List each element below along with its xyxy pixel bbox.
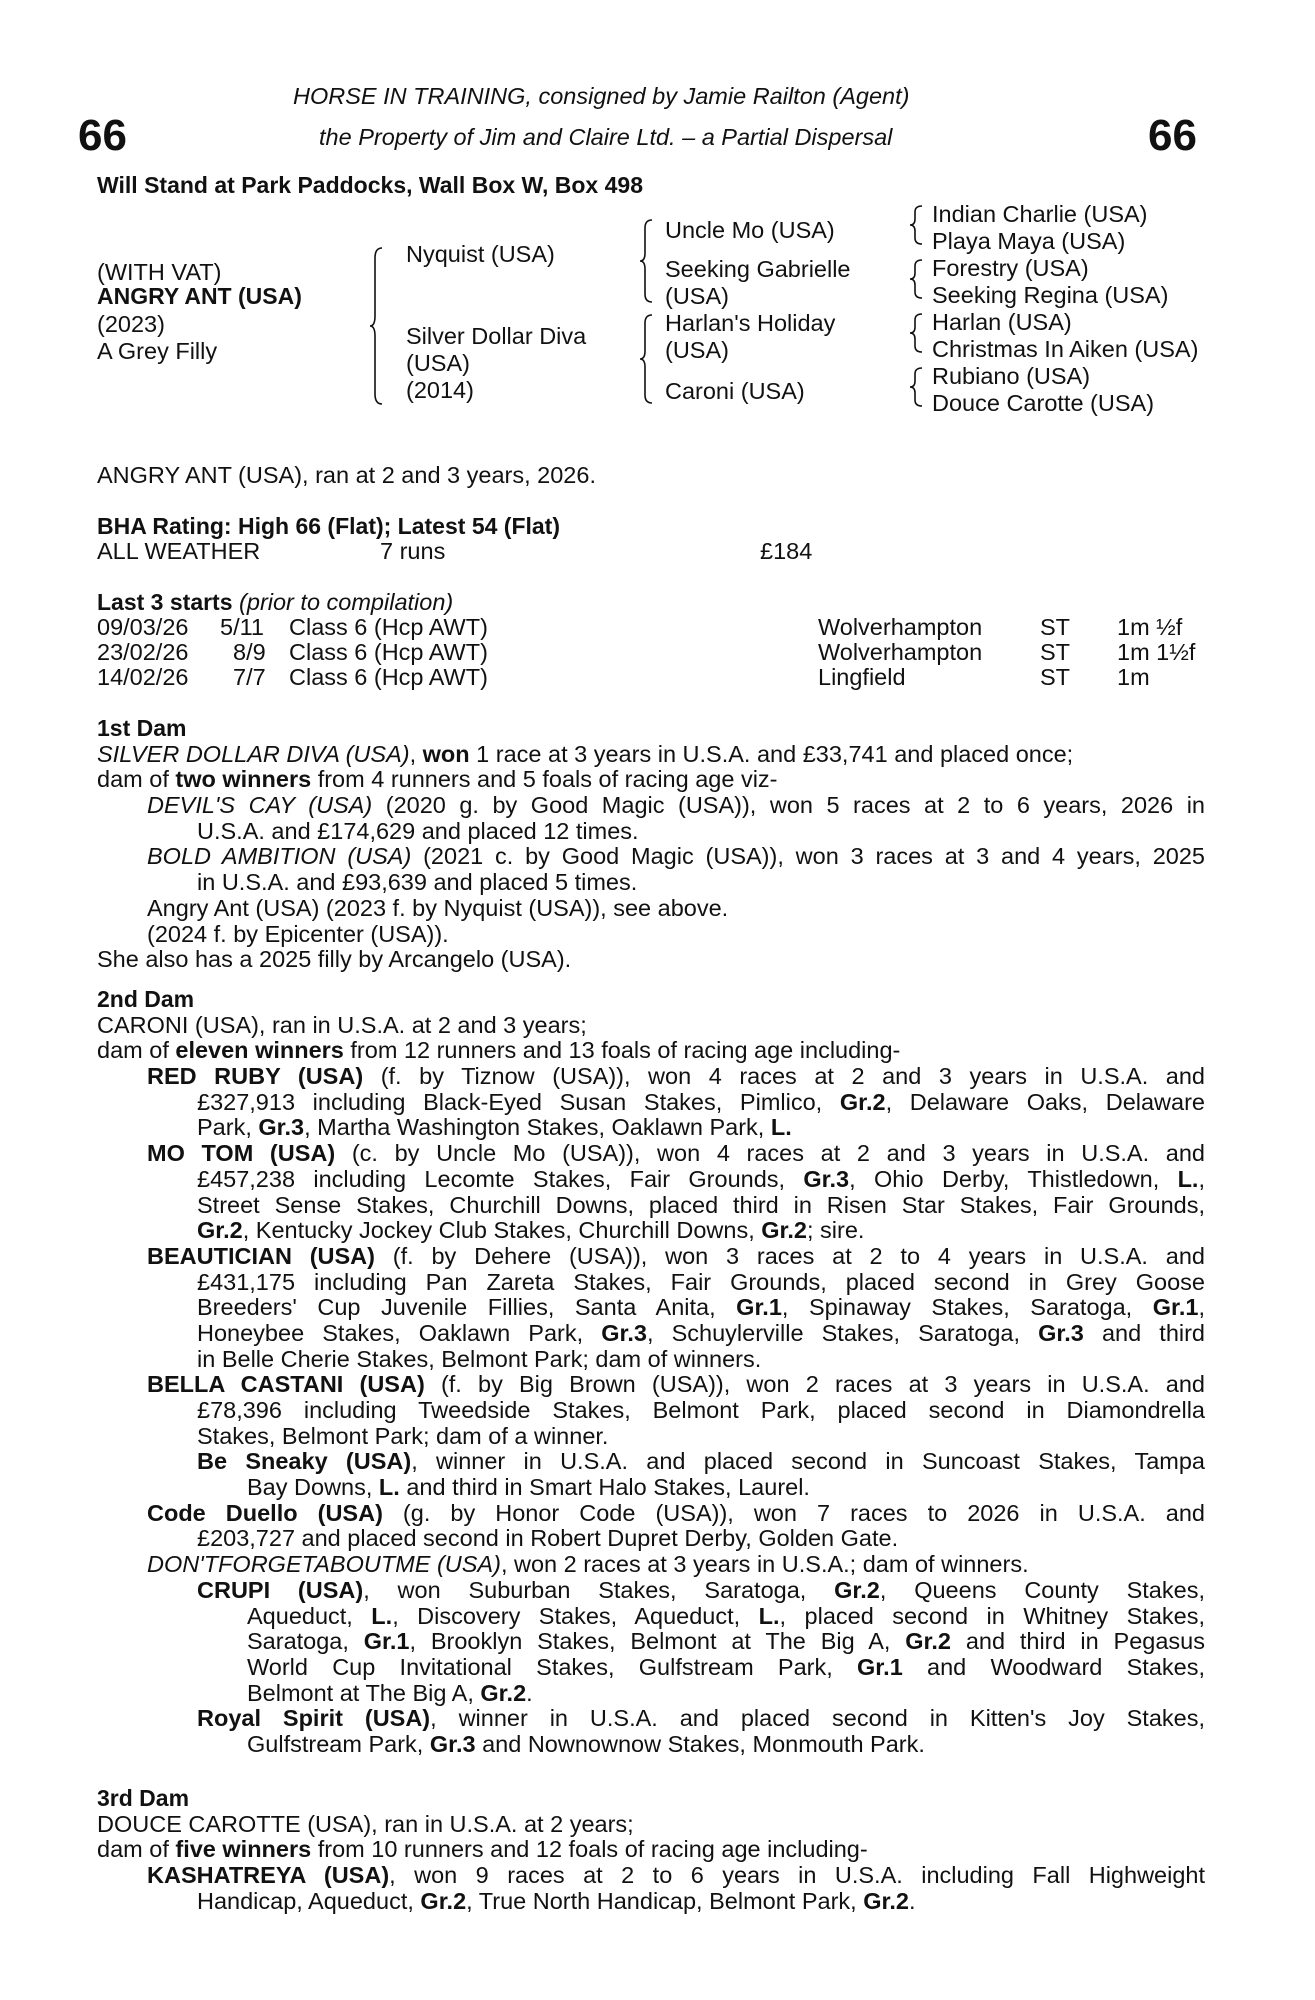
pedigree-sss: Indian Charlie (USA) — [932, 201, 1148, 227]
produce-entry: £431,175 including Pan Zareta Stakes, Fair Grounds, placed second in Grey Goose — [197, 1268, 1205, 1295]
first-dam-produce — [97, 767, 1205, 793]
offspring-line: (2024 f. by Epicenter (USA)). — [147, 920, 449, 947]
offspring-line — [97, 793, 1205, 819]
produce-entry: CRUPI (USA), won Suburban Stakes, Saratoga, Gr.2, Queens County Stakes, — [197, 1576, 1205, 1603]
first-dam-section — [97, 716, 1205, 973]
offspring-line — [97, 844, 1205, 870]
text: dam of — [97, 766, 176, 793]
text: , — [409, 740, 423, 767]
location-line: Will Stand at Park Paddocks, Wall Box W, Box 498 — [97, 172, 643, 198]
pedigree-dds: Rubiano (USA) — [932, 363, 1091, 389]
winners-count: two winners — [175, 766, 312, 793]
produce-entry: Park, Gr.3, Martha Washington Stakes, Oaklawn Park, L. — [197, 1114, 792, 1141]
start-class: Class 6 (Hcp AWT) — [289, 614, 488, 640]
last-starts-note: (prior to compilation) — [239, 589, 454, 615]
pedigree-dam-line2: (USA) — [406, 350, 470, 376]
horse-description: A Grey Filly — [97, 338, 218, 364]
start-position: 7/7 — [233, 664, 266, 690]
pedigree-brace-gen3-a — [910, 204, 924, 246]
produce-entry: Gulfstream Park, Gr.3 and Nownownow Stakes, Monmouth Park. — [247, 1730, 925, 1757]
lot-number-right: 66 — [1148, 111, 1197, 160]
pedigree-dam-line1: Silver Dollar Diva — [406, 323, 587, 349]
produce-entry: Honeybee Stakes, Oaklawn Park, Gr.3, Schuylerville Stakes, Saratoga, Gr.3 and third — [197, 1319, 1206, 1346]
pedigree-sire: Nyquist (USA) — [406, 241, 555, 267]
start-distance: 1m — [1117, 664, 1150, 690]
first-dam-title: 1st Dam — [97, 715, 187, 741]
last-starts-title: Last 3 starts — [97, 589, 233, 615]
surface-label: ALL WEATHER — [97, 538, 261, 564]
start-distance: 1m ½f — [1117, 614, 1183, 640]
produce-entry: KASHATREYA (USA), won 9 races at 2 to 6 years in U.S.A. including Fall Highweight — [147, 1862, 1206, 1889]
text: dam of — [97, 1037, 176, 1064]
runs-count: 7 runs — [380, 538, 446, 564]
text: from 10 runners and 12 foals of racing age including- — [311, 1836, 868, 1863]
winners-count: five winners — [175, 1836, 312, 1863]
bha-rating: BHA Rating: High 66 (Flat); Latest 54 (Flat) — [97, 513, 560, 539]
offspring-name: BOLD AMBITION (USA) — [147, 843, 412, 870]
produce-entry: Breeders' Cup Juvenile Fillies, Santa Anita, Gr.1, Spinaway Stakes, Saratoga, Gr.1, — [197, 1294, 1206, 1321]
text: (2020 g. by Good Magic (USA)), won 5 races at 2 to 6 years, 2026 in — [372, 792, 1206, 819]
first-dam-line — [97, 742, 1205, 768]
produce-entry: Bay Downs, L. and third in Smart Halo Stakes, Laurel. — [247, 1474, 810, 1501]
start-distance: 1m 1½f — [1117, 639, 1196, 665]
produce-entry: Royal Spirit (USA), winner in U.S.A. and placed second in Kitten's Joy Stakes, — [197, 1705, 1205, 1732]
text: from 4 runners and 5 foals of racing age viz- — [311, 766, 778, 793]
second-dam-line: CARONI (USA), ran in U.S.A. at 2 and 3 years; — [97, 1011, 587, 1038]
pedigree-dam-line3: (2014) — [406, 377, 474, 403]
produce-entry: £203,727 and placed second in Robert Dupret Derby, Golden Gate. — [197, 1525, 899, 1552]
produce-entry: in Belle Cherie Stakes, Belmont Park; dam of winners. — [197, 1345, 762, 1372]
offspring-line: U.S.A. and £174,629 and placed 12 times. — [197, 817, 639, 844]
produce-entry: £327,913 including Black-Eyed Susan Stakes, Pimlico, Gr.2, Delaware Oaks, Delaware — [197, 1088, 1205, 1115]
start-going: ST — [1040, 614, 1071, 640]
start-going: ST — [1040, 639, 1071, 665]
third-dam-produce — [97, 1837, 1205, 1863]
pedigree-brace-gen3-d — [910, 366, 924, 408]
produce-entry: Handicap, Aqueduct, Gr.2, True North Handicap, Belmont Park, Gr.2. — [197, 1887, 916, 1914]
race-record: ANGRY ANT (USA), ran at 2 and 3 years, 2026. — [97, 462, 596, 488]
pedigree-dss: Harlan (USA) — [932, 309, 1072, 335]
pedigree-dam-dam: Caroni (USA) — [665, 378, 805, 404]
horse-name: ANGRY ANT (USA) — [97, 283, 302, 309]
winners-count: eleven winners — [175, 1037, 344, 1064]
produce-entry: RED RUBY (USA) (f. by Tiznow (USA)), won 4 races at 2 and 3 years in U.S.A. and — [147, 1063, 1205, 1090]
start-course: Wolverhampton — [818, 639, 983, 665]
first-dam-also: She also has a 2025 filly by Arcangelo (USA). — [97, 946, 572, 973]
first-dam-won: won — [422, 740, 470, 767]
third-dam-title: 3rd Dam — [97, 1785, 190, 1811]
offspring-line: Angry Ant (USA) (2023 f. by Nyquist (USA)), see above. — [147, 894, 729, 921]
pedigree-dsd: Christmas In Aiken (USA) — [932, 336, 1199, 362]
produce-entry: £457,238 including Lecomte Stakes, Fair Grounds, Gr.3, Ohio Derby, Thistledown, L., — [197, 1165, 1205, 1192]
start-class: Class 6 (Hcp AWT) — [289, 639, 488, 665]
vat-note: (WITH VAT) — [97, 259, 222, 285]
pedigree-sds: Forestry (USA) — [932, 255, 1089, 281]
text: (2021 c. by Good Magic (USA)), won 3 races at 3 and 4 years, 2025 — [411, 843, 1205, 870]
pedigree-brace-sire — [640, 218, 654, 304]
third-dam-line: DOUCE CAROTTE (USA), ran in U.S.A. at 2 years; — [97, 1810, 634, 1837]
produce-entry: Code Duello (USA) (g. by Honor Code (USA)), won 7 races to 2026 in U.S.A. and — [147, 1499, 1205, 1526]
produce-entry: Street Sense Stakes, Churchill Downs, placed third in Risen Star Stakes, Fair Grounds, — [197, 1191, 1205, 1218]
pedigree-ddd: Douce Carotte (USA) — [932, 390, 1155, 416]
produce-entry: World Cup Invitational Stakes, Gulfstream Park, Gr.1 and Woodward Stakes, — [247, 1653, 1205, 1680]
pedigree-sdd: Seeking Regina (USA) — [932, 282, 1169, 308]
produce-entry: Aqueduct, L., Discovery Stakes, Aqueduct, L., placed second in Whitney Stakes, — [247, 1602, 1205, 1629]
pedigree-brace-gen3-b — [910, 258, 924, 300]
produce-entry: £78,396 including Tweedside Stakes, Belmont Park, placed second in Diamondrella — [197, 1397, 1205, 1423]
produce-entry: Belmont at The Big A, Gr.2. — [247, 1679, 533, 1706]
consignor-line: HORSE IN TRAINING, consigned by Jamie Railton (Agent) — [293, 83, 910, 109]
produce-entry: BELLA CASTANI (USA) (f. by Big Brown (USA)), won 2 races at 3 years in U.S.A. and — [147, 1371, 1205, 1398]
pedigree-brace-dam — [640, 313, 654, 405]
start-position: 5/11 — [220, 614, 264, 640]
offspring-line: in U.S.A. and £93,639 and placed 5 times. — [197, 869, 638, 896]
second-dam-section — [97, 987, 1205, 1758]
text: 1 race at 3 years in U.S.A. and £33,741 and placed once; — [469, 740, 1074, 767]
second-dam-title: 2nd Dam — [97, 986, 195, 1012]
horse-year: (2023) — [97, 311, 165, 337]
start-date: 14/02/26 — [97, 664, 189, 690]
produce-entry: Saratoga, Gr.1, Brooklyn Stakes, Belmont at The Big A, Gr.2 and third in Pegasus — [247, 1628, 1205, 1655]
pedigree-ssd: Playa Maya (USA) — [932, 228, 1126, 254]
start-date: 23/02/26 — [97, 639, 189, 665]
pedigree-sire-dam-line2: (USA) — [665, 283, 729, 309]
pedigree-sire-dam-line1: Seeking Gabrielle — [665, 256, 851, 282]
produce-entry: BEAUTICIAN (USA) (f. by Dehere (USA)), won 3 races at 2 to 4 years in U.S.A. and — [147, 1242, 1205, 1269]
property-line: the Property of Jim and Claire Ltd. – a Partial Dispersal — [319, 124, 893, 150]
produce-entry: DON'TFORGETABOUTME (USA), won 2 races at 3 years in U.S.A.; dam of winners. — [147, 1551, 1029, 1578]
first-dam-name: SILVER DOLLAR DIVA (USA) — [97, 740, 410, 767]
produce-entry: Be Sneaky (USA), winner in U.S.A. and placed second in Suncoast Stakes, Tampa — [197, 1448, 1205, 1475]
pedigree-dam-sire-line2: (USA) — [665, 337, 729, 363]
last-starts-heading — [97, 591, 453, 615]
start-course: Wolverhampton — [818, 614, 983, 640]
third-dam-section — [97, 1786, 1205, 1914]
start-going: ST — [1040, 664, 1071, 690]
pedigree-brace-gen1 — [370, 246, 384, 406]
lot-number-left: 66 — [78, 111, 127, 160]
earnings: £184 — [760, 538, 813, 564]
text: from 12 runners and 13 foals of racing age including- — [343, 1037, 901, 1064]
pedigree-sire-sire: Uncle Mo (USA) — [665, 217, 835, 243]
produce-entry: Stakes, Belmont Park; dam of a winner. — [197, 1422, 609, 1449]
start-date: 09/03/26 — [97, 614, 189, 640]
start-class: Class 6 (Hcp AWT) — [289, 664, 488, 690]
text: dam of — [97, 1836, 176, 1863]
offspring-name: DEVIL'S CAY (USA) — [147, 792, 373, 819]
second-dam-produce — [97, 1038, 1205, 1064]
start-position: 8/9 — [233, 639, 266, 665]
produce-entry: MO TOM (USA) (c. by Uncle Mo (USA)), won 4 races at 2 and 3 years in U.S.A. and — [147, 1140, 1205, 1167]
produce-entry: Gr.2, Kentucky Jockey Club Stakes, Churchill Downs, Gr.2; sire. — [197, 1217, 865, 1244]
pedigree-brace-gen3-c — [910, 312, 924, 354]
start-course: Lingfield — [818, 664, 906, 690]
pedigree-dam-sire-line1: Harlan's Holiday — [665, 310, 836, 336]
